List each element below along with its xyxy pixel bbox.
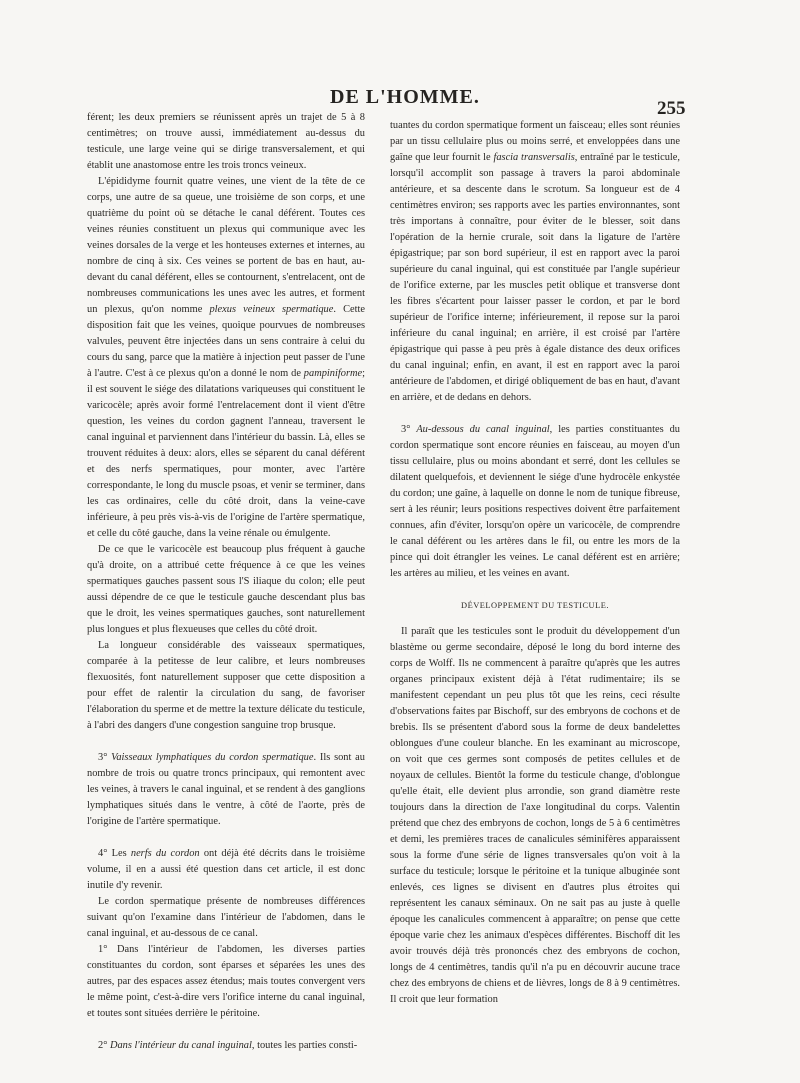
paragraph: Il paraît que les testicules sont le produit du développement d'un blastème ou germe secondaire, déposé le long du bord interne des corps de Wolff. Ils ne commencent à paraître qu'après que les autres organes principaux existent déjà à l'état rudimentaire; ils se manifestent cependant un peu plus tôt que les reins, ceci résulte d'observations faites par Bischoff, sur des embryons de cochons et de brebis. Ils se présentent d'abord sous la forme de deux bandelettes oblongues d'une couleur blanche. En les examinant au microscope, on voit que ces germes sont composés de petites cellules et de noyaux de cellules. Bientôt la forme du testicule change, d'oblongue qu'elle était, elle devient plus arrondie, son grand diamètre reste toujours dans la direction de l'axe longitudinal du corps. Valentin prétend que chez des embryons de cochon, longs de 5 à 6 centimètres et demi, les premières traces de canalicules séminifères apparaissent sous la forme d'une série de lignes transversales qu'on voit à la surface du testicule; lorsque le péritoine et la tunique albuginée sont enlevés, ces lignes se divisent en d'autres plus étroites qui représentent les canaux séminaux. On ne sait pas au juste à quelle époque les canalicules commencent à apparaître; on pense que cette époque varie chez les animaux d'espèces différentes. Bischoff dit les avoir trouvés déjà très prononcés chez des embryons de cochon, longs de 4 centimètres, tandis qu'il n'a pu en découvrir aucune trace chez des embryons de chiens et de lièvres, longs de 8 à 9 centimètres. Il croit que leur formation <box>390 626 680 1005</box>
running-head-title: DE L'HOMME. <box>330 86 480 108</box>
paragraph-inguinal-canal: 2° Dans l'intérieur du canal inguinal, toutes les parties consti- <box>98 1040 358 1051</box>
paragraph: férent; les deux premiers se réunissent après un trajet de 5 à 8 centimètres; on trouve aussi, immédiatement au-dessus du testicule, une large veine qui se dirige transversalement, et qui établit une anastomose entre les trois troncs veineux. <box>87 112 365 171</box>
paragraph: L'épididyme fournit quatre veines, une vient de la tête de ce corps, une autre de sa queue, une troisième de son corps, et une quatrième du point où se détache le canal déférent. Toutes ces veines réunies constituent un plexus qui communique avec les veines dorsales de la verge et les honteuses externes et internes, au nombre de cinq à six. Ces veines se portent de bas en haut, au-devant du canal déférent, elles se contournent, s'entrelacent, ont de nombreuses communications les unes avec les autres, et forment un plexus, qu'on nomme plexus veineux spermatique. Cette disposition fait que les veines, quoique pourvues de nombreuses valvules, peuvent être injectées dans un sens contraire à celui du cours du sang, parce que la matière à injection peut passer de l'une à l'autre. C'est à ce plexus qu'on a donné le nom de pampiniforme; il est souvent le siége des dilatations variqueuses qui constituent le varicocèle; après avoir formé l'entrelacement dont il vient d'être question, les veines du cordon gagnent l'anneau, traversent le canal inguinal et parviennent dans l'intérieur du bassin. Là, elles se trouvent réduites à deux: alors, elles se séparent du canal déférent et des nerfs spermatiques, pour monter, avec l'artère correspondante, le long du muscle psoas, et venir se terminer, dans les cas ordinaires, celle du côté droit, dans la veine-cave inférieure, à peu près vis-à-vis de l'origine de l'artère spermatique, et celle du côté gauche, dans la veine rénale ou émulgente. <box>87 176 366 539</box>
left-column <box>87 110 365 1054</box>
paragraph-below-canal: 3° Au-dessous du canal inguinal, les parties constituantes du cordon spermatique sont encore réunies en faisceau, au moyen d'un tissu cellulaire, plus ou moins abondant et serré, dont les cellules se dilatent quelquefois, et deviennent le siége d'une hydrocèle enkystée du cordon; une gaîne, à laquelle on donne le nom de tunique fibreuse, sert à les réunir; leurs positions respectives doivent être parfaitement connues, afin d'éviter, lorsqu'on opère un varicocèle, de comprendre le canal déférent ou les artères dans le fil, ou entre les mors de la pince qui doit étrangler les veines. Le canal déférent est en arrière; les artères au milieu, et les veines en avant. <box>390 424 681 579</box>
paragraph-lymphatics: 3° Vaisseaux lymphatiques du cordon spermatique. Ils sont au nombre de trois ou quatre troncs principaux, qui remontent avec les veines, à travers le canal inguinal, et se rendent à des ganglions lymphatiques situés dans le ventre, à côté de l'aorte, près de l'origine de l'artère spermatique. <box>87 752 365 827</box>
paragraph-nerves: 4° Les nerfs du cordon ont déjà été décrits dans le troisième volume, il en a aussi été question dans cet article, il est donc inutile d'y revenir. <box>87 848 365 891</box>
paragraph: 1° Dans l'intérieur de l'abdomen, les diverses parties constituantes du cordon, sont éparses et séparées les unes des autres, par des espaces assez étendus; mais toutes convergent vers le même point, c'est-à-dire vers l'orifice interne du canal inguinal, et toutes sont situées derrière le péritoine. <box>87 944 365 1019</box>
page-number: 255 <box>657 98 686 119</box>
paragraph: Le cordon spermatique présente de nombreuses différences suivant qu'on l'examine dans l'intérieur de l'abdomen, dans le canal inguinal, et au-dessous de ce canal. <box>87 896 365 939</box>
paragraph: tuantes du cordon spermatique forment un faisceau; elles sont réunies par un tissu cellulaire plus ou moins serré, et enveloppées dans une gaîne que leur fournit le fascia transversalis, entraîné par le testicule, lorsqu'il accomplit son passage à travers la paroi abdominale antérieure, et sa descente dans le scrotum. Sa longueur est de 4 centimètres environ; ses rapports avec les parties environnantes, sont très importans à connaître, pour éviter de le blesser, soit dans l'opération de la hernie crurale, soit dans la ligature de l'artère épigastrique; par son bord supérieur, il est en rapport avec la paroi supérieure du canal inguinal, qui est constituée par l'angle supérieur de l'orifice externe, par les muscles petit oblique et transverse dont les fibres s'écartent pour laisser passer le cordon, et par le bord supérieur de l'orifice interne; inférieurement, il repose sur la paroi inférieure du canal inguinal; en arrière, il est croisé par l'artère épigastrique qui passe à peu près à égale distance des deux orifices du canal inguinal; enfin, en avant, il est en rapport avec la paroi antérieure de l'abdomen, et dirigé obliquement de bas en haut, d'avant en arrière, et de dedans en dehors. <box>390 120 680 403</box>
section-heading: DÉVELOPPEMENT DU TESTICULE. <box>461 601 609 610</box>
paragraph: De ce que le varicocèle est beaucoup plus fréquent à gauche qu'à droite, on a attribué cette fréquence à ce que les veines spermatiques gauches passent sous l'S iliaque du colon; elle peut aussi dépendre de ce que le testicule gauche descendant plus bas que le droit, les veines spermatiques gauches, sont naturellement plus longues et plus flexueuses que celles du côté droit. <box>87 544 365 635</box>
right-column <box>390 118 680 1008</box>
paragraph: La longueur considérable des vaisseaux spermatiques, comparée à la petitesse de leur calibre, et leurs nombreuses flexuosités, font naturellement supposer que cette disposition a pour effet de ralentir la circulation du sang, de favoriser l'élaboration du sperme et de mettre la texture délicate du testicule, à l'abri des dangers d'une congestion sanguine trop brusque. <box>87 640 365 731</box>
